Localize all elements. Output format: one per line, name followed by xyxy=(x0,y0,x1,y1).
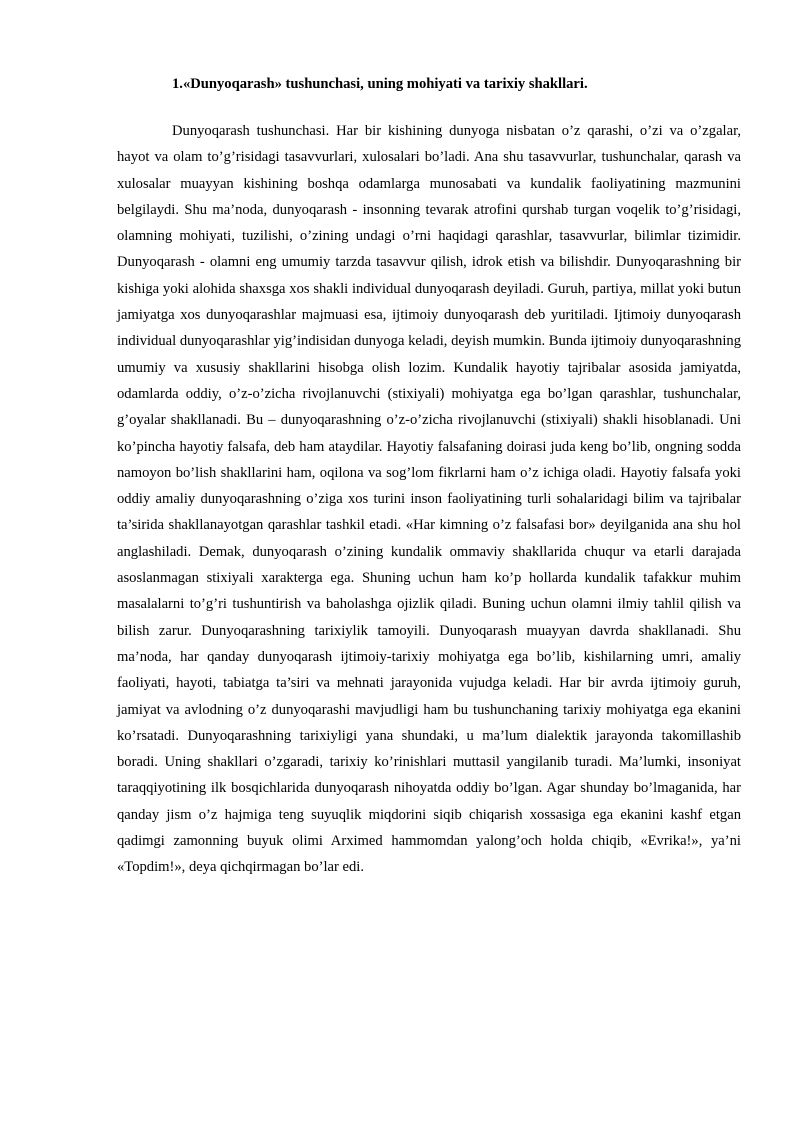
body-paragraph: Dunyoqarash tushunchasi. Har bir kishining dunyoga nisbatan o’z qarashi, o’zi va o’zgalar, hayot va olam to’g’risidagi tasavvurlari, xulosalari bo’ladi. Ana shu tasavvurlar, tushunchalar, qarash va xulosalar muayyan kishining boshqa odamlarga munosabati va kundalik faoliyatining mazmunini belgilaydi. Shu ma’noda, dunyoqarash - insonning tevarak atrofini qurshab turgan voqelik to’g’risidagi, olamning mohiyati, tuzilishi, o’zining undagi o’rni haqidagi qarashlar, tasavvurlar, bilimlar tizimidir. Dunyoqarash - olamni eng umumiy tarzda tasavvur qilish, idrok etish va bilishdir. Dunyoqarashning bir kishiga yoki alohida shaxsga xos shakli individual dunyoqarash deyiladi. Guruh, partiya, millat yoki butun jamiyatga xos dunyoqarashlar majmuasi esa, ijtimoiy dunyoqarash deb yuritiladi. Ijtimoiy dunyoqarash individual dunyoqarashlar yig’indisidan dunyoga keladi, deyish mumkin. Bunda ijtimoiy dunyoqarashning umumiy va xususiy shakllarini hisobga olish lozim. Kundalik hayotiy tajribalar asosida jamiyatda, odamlarda oddiy, o’z-o’zicha rivojlanuvchi (stixiyali) mohiyatga ega bo’lgan qarashlar, tushunchalar, g’oyalar shakllanadi. Bu – dunyoqarashning o’z-o’zicha rivojlanuvchi (stixiyali) shakli hisoblanadi. Uni ko’pincha hayotiy falsafa, deb ham ataydilar. Hayotiy falsafaning doirasi juda keng bo’lib, ongning sodda namoyon bo’lish shakllarini ham, oqilona va sog’lom fikrlarni ham o’z ichiga oladi. Hayotiy falsafa yoki oddiy amaliy dunyoqarashning o’ziga xos turini inson faoliyatining turli sohalaridagi bilim va tajribalar ta’sirida shakllanayotgan qarashlar tashkil etadi. «Har kimning o’z falsafasi bor» deyilganida ana shu hol anglashiladi. Demak, dunyoqarash o’zining kundalik ommaviy shakllarida chuqur va etarli darajada asoslanmagan stixiyali xarakterga ega. Shuning uchun ham ko’p hollarda kundalik tafakkur muhim masalalarni to’g’ri tushuntirish va baholashga ojizlik qiladi. Buning uchun olamni ilmiy tahlil qilish va bilish zarur. Dunyoqarashning tarixiylik tamoyili. Dunyoqarash muayyan davrda shakllanadi. Shu ma’noda, har qanday dunyoqarash ijtimoiy-tarixiy mohiyatga ega bo’lib, kishilarning umri, amaliy faoliyati, hayoti, tabiatga ta’siri va mehnati jarayonida vujudga keladi. Har bir avrda ijtimoiy guruh, jamiyat va avlodning o’z dunyoqarashi mavjudligi ham bu tushunchaning tarixiy mohiyatga ega ekanini ko’rsatadi. Dunyoqarashning tarixiyligi yana shundaki, u ma’lum dialektik jarayonda takomillashib boradi. Uning shakllari o’zgaradi, tarixiy ko’rinishlari muttasil yangilanib turadi. Ma’lumki, insoniyat taraqqiyotining ilk bosqichlarida dunyoqarash nihoyatda oddiy bo’lgan. Agar shunday bo’lmaganida, har qanday jism o’z hajmiga teng suyuqlik miqdorini siqib chiqarish xossasiga ega ekanini kashf etgan qadimgi zamonning buyuk olimi Arximed hammomdan yalong’och holda chiqib, «Evrika!», ya’ni «Topdim!», deya qichqirmagan bo’lar edi. xyxy=(117,123,741,876)
section-heading: 1.«Dunyoqarash» tushunchasi, uning mohiyati va tarixiy shakllari. xyxy=(172,76,588,92)
